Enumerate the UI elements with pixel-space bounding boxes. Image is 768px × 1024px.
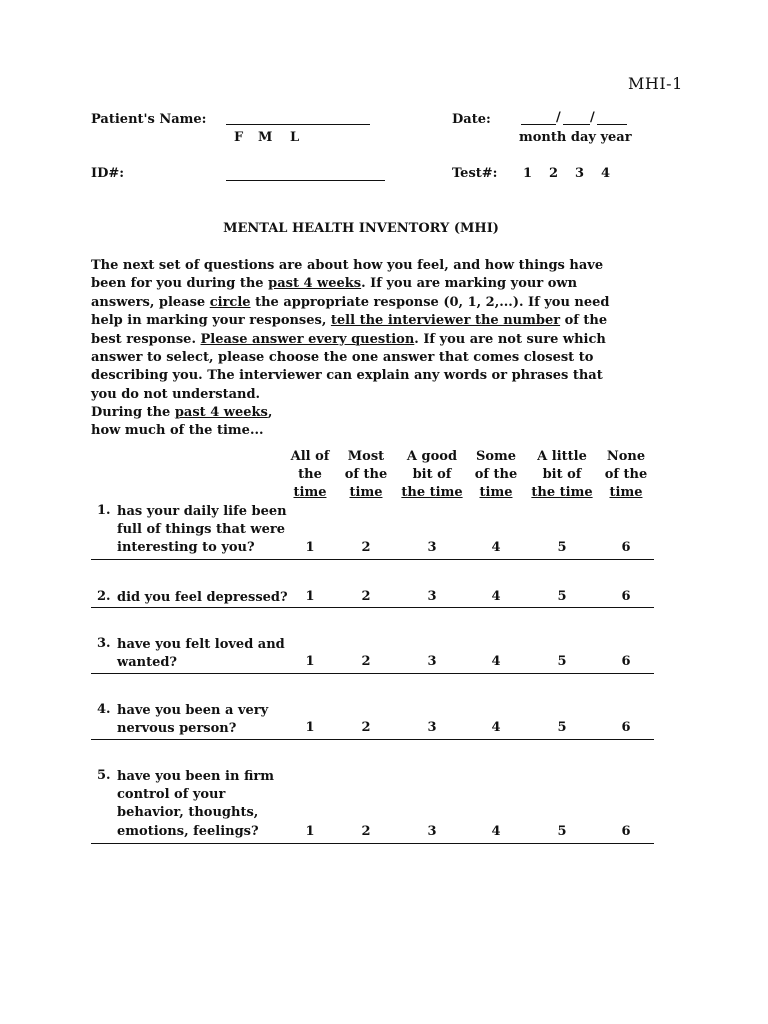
answer-option[interactable]: 5: [557, 540, 567, 555]
question-stem-emphasis: past 4 weeks: [174, 405, 268, 420]
row-divider: [91, 843, 654, 844]
question-line: control of your: [117, 787, 226, 803]
answer-option[interactable]: 2: [361, 720, 371, 735]
form-id: MHI-1: [628, 74, 683, 93]
question-line: emotions, feelings?: [117, 823, 259, 839]
test-label: Test#:: [452, 166, 498, 181]
answer-option[interactable]: 5: [557, 589, 567, 604]
column-header-line: Most: [347, 449, 385, 464]
answer-option[interactable]: 5: [557, 720, 567, 735]
column-header-line: time: [479, 485, 513, 501]
question-line: have you been in firm: [117, 769, 275, 784]
question-line: behavior, thoughts,: [117, 805, 259, 821]
question-text: [117, 503, 287, 558]
column-header-line: time: [349, 485, 383, 501]
test-option[interactable]: 2: [549, 166, 559, 181]
answer-option[interactable]: 3: [427, 824, 437, 839]
question-text: [117, 702, 268, 738]
date-month-field[interactable]: [521, 124, 556, 125]
instructions-text: the appropriate response (0, 1, 2,...). If you need help in marking your responses,: [91, 294, 610, 329]
question-line: interesting to you?: [117, 540, 255, 556]
answer-option[interactable]: 5: [557, 824, 567, 839]
answer-option[interactable]: 4: [491, 654, 501, 669]
question-number: 4.: [97, 702, 111, 717]
answer-option[interactable]: 6: [621, 720, 631, 735]
instructions-text: of the best response.: [91, 313, 608, 347]
column-header-line: of the: [344, 467, 388, 483]
row-divider: [91, 607, 654, 608]
column-header-line: time: [609, 485, 643, 501]
question-number: 5.: [97, 768, 111, 783]
test-option[interactable]: 1: [523, 166, 533, 181]
id-field[interactable]: [226, 180, 385, 181]
column-header-line: A little: [537, 449, 587, 464]
name-part-middle: M: [258, 130, 273, 145]
instructions-emphasis: past 4 weeks: [268, 276, 362, 292]
instructions-text: . If you are not sure which answer to select, please choose the one answer that comes closest to describing you. The interviewer can explain any words or phrases that you do not understand.: [91, 331, 606, 402]
question-text: [117, 636, 285, 672]
question-line: have you felt loved and: [117, 637, 285, 652]
answer-option[interactable]: 2: [361, 654, 371, 669]
date-separator: /: [556, 110, 561, 125]
question-line: wanted?: [117, 655, 178, 671]
answer-option[interactable]: 3: [427, 589, 437, 604]
question-stem-text: During the: [91, 405, 175, 420]
question-number: 2.: [97, 589, 111, 604]
answer-option[interactable]: 3: [427, 654, 437, 669]
column-header-line: the: [298, 467, 322, 483]
column-header-line: the time: [401, 485, 463, 501]
answer-option[interactable]: 5: [557, 654, 567, 669]
date-year-field[interactable]: [597, 124, 627, 125]
column-header-none: [581, 448, 671, 503]
question-line: did you feel depressed?: [117, 590, 288, 605]
patient-name-field[interactable]: [226, 124, 370, 125]
instructions-text: The next set of questions are about how you feel, and how things have been for you during the: [91, 258, 604, 292]
answer-option[interactable]: 2: [361, 540, 371, 555]
column-header-line: time: [293, 485, 327, 501]
instructions-emphasis: Please answer every question: [200, 331, 415, 347]
answer-option[interactable]: 1: [305, 720, 315, 735]
answer-option[interactable]: 2: [361, 824, 371, 839]
answer-option[interactable]: 6: [621, 540, 631, 555]
column-header-line: All of: [290, 449, 330, 464]
instructions-text: . If you are marking your own answers, please: [91, 276, 578, 310]
answer-option[interactable]: 2: [361, 589, 371, 604]
column-header-line: of the: [474, 467, 518, 483]
question-stem: [91, 404, 272, 441]
date-day-field[interactable]: [563, 124, 590, 125]
row-divider: [91, 559, 654, 560]
instructions-paragraph: [91, 257, 631, 404]
answer-option[interactable]: 6: [621, 654, 631, 669]
answer-option[interactable]: 1: [305, 654, 315, 669]
answer-option[interactable]: 1: [305, 824, 315, 839]
column-header-line: bit of: [412, 467, 452, 483]
test-option[interactable]: 4: [601, 166, 611, 181]
question-number: 1.: [97, 503, 111, 518]
answer-option[interactable]: 4: [491, 720, 501, 735]
test-option[interactable]: 3: [575, 166, 585, 181]
column-header-line: the time: [531, 485, 593, 501]
answer-option[interactable]: 6: [621, 824, 631, 839]
date-label: Date:: [452, 112, 491, 127]
date-separator: /: [590, 110, 595, 125]
answer-option[interactable]: 3: [427, 720, 437, 735]
question-line: have you been a very: [117, 703, 269, 718]
answer-option[interactable]: 1: [305, 589, 315, 604]
instructions-emphasis: circle: [209, 294, 251, 310]
answer-option[interactable]: 4: [491, 589, 501, 604]
question-number: 3.: [97, 636, 111, 651]
patient-name-label: Patient's Name:: [91, 112, 207, 127]
answer-option[interactable]: 4: [491, 824, 501, 839]
column-header-line: bit of: [542, 467, 582, 483]
column-header-line: Some: [475, 449, 517, 464]
name-part-first: F: [234, 130, 244, 145]
column-header-line: of the: [604, 467, 648, 483]
answer-option[interactable]: 1: [305, 540, 315, 555]
name-part-last: L: [290, 130, 300, 145]
row-divider: [91, 673, 654, 674]
column-header-line: A good: [406, 449, 458, 464]
answer-option[interactable]: 4: [491, 540, 501, 555]
question-stem-line1: [91, 404, 272, 422]
page-title: MENTAL HEALTH INVENTORY (MHI): [223, 221, 499, 236]
question-line: full of things that were: [117, 522, 286, 538]
instructions-emphasis: tell the interviewer the number: [330, 313, 561, 329]
question-stem-text: ,: [267, 405, 273, 420]
column-header-line: None: [606, 449, 646, 464]
id-label: ID#:: [91, 166, 125, 181]
question-text: [117, 768, 274, 841]
row-divider: [91, 739, 654, 740]
question-line: nervous person?: [117, 721, 237, 737]
date-parts-caption: month day year: [519, 130, 632, 145]
question-text: [117, 589, 288, 607]
answer-option[interactable]: 3: [427, 540, 437, 555]
question-stem-line2: how much of the time...: [91, 423, 264, 439]
answer-option[interactable]: 6: [621, 589, 631, 604]
question-line: has your daily life been: [117, 504, 287, 519]
